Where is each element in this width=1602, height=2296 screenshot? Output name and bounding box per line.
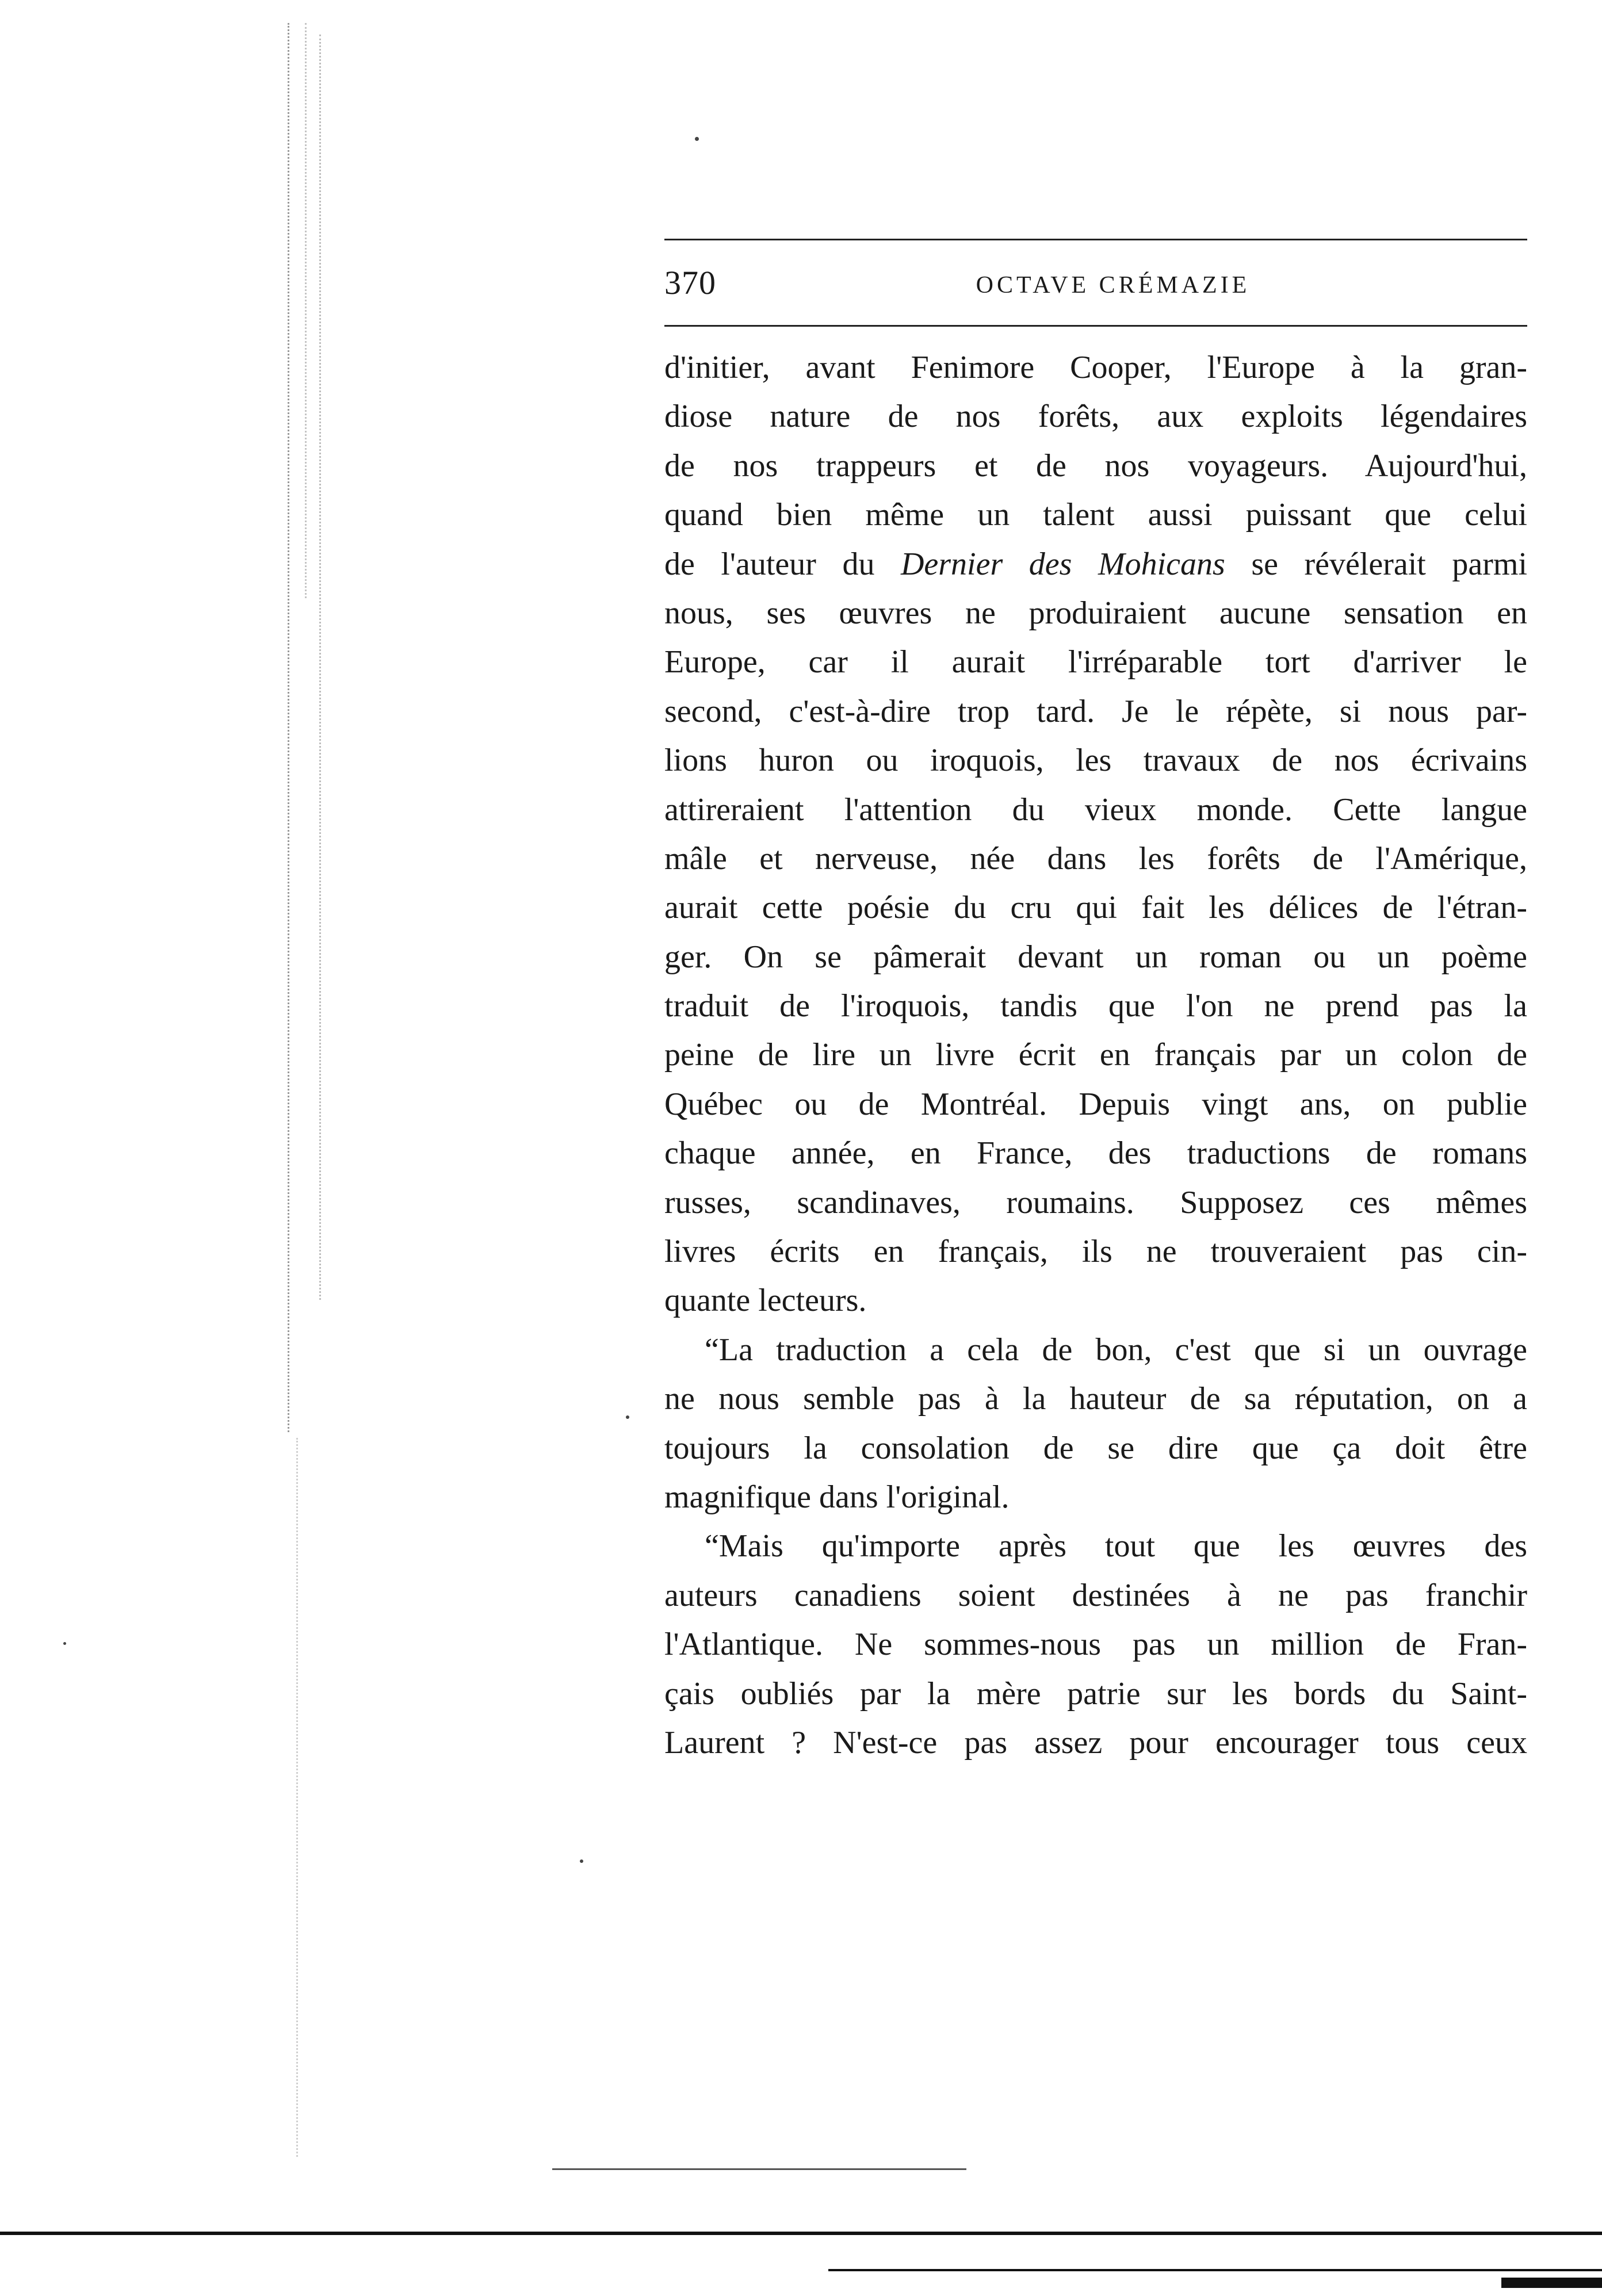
text-line: nous, ses œuvres ne produiraient aucune sensation en: [664, 595, 1527, 631]
text-line: Europe, car il aurait l'irréparable tort d'arriver le: [664, 644, 1527, 680]
page-number: 370: [664, 264, 716, 301]
text-line: auteurs canadiens soient destinées à ne pas franchir: [664, 1577, 1527, 1613]
text-line: traduit de l'iroquois, tandis que l'on ne prend pas la: [664, 988, 1527, 1024]
text-line: magnifique dans l'original.: [664, 1479, 1010, 1515]
text-line: chaque année, en France, des traductions de romans: [664, 1135, 1527, 1172]
scan-footer-rule-short: [552, 2168, 966, 2170]
gutter-shadow-line: [288, 23, 289, 1432]
scan-speck: [580, 1859, 583, 1863]
text-line: lions huron ou iroquois, les travaux de nos écrivains: [664, 743, 1527, 779]
text-line: livres écrits en français, ils ne trouveraient pas cin-: [664, 1234, 1527, 1270]
text-line: second, c'est-à-dire trop tard. Je le répète, si nous par-: [664, 693, 1527, 729]
text-line: de nos trappeurs et de nos voyageurs. Aujourd'hui,: [664, 447, 1527, 484]
italic-book-title: Dernier des Mohicans: [900, 546, 1225, 582]
text-fragment: se révélerait parmi: [1251, 546, 1527, 582]
page-header: [664, 253, 1527, 311]
gutter-shadow-line: [305, 23, 307, 598]
text-line: quand bien même un talent aussi puissant que celui: [664, 497, 1527, 533]
text-line-with-italic-title: [664, 540, 1527, 589]
text-line-paragraph-start: “Mais qu'importe après tout que les œuvres des: [705, 1528, 1527, 1564]
text-line: mâle et nerveuse, née dans les forêts de l'Amérique,: [664, 840, 1527, 877]
scan-footer-rule-right: [828, 2269, 1602, 2271]
text-line: d'initier, avant Fenimore Cooper, l'Europe à la gran-: [664, 350, 1527, 385]
text-line: ger. On se pâmerait devant un roman ou un poème: [664, 939, 1527, 975]
scan-footer-rule: [0, 2232, 1602, 2235]
header-bottom-rule: [664, 325, 1527, 327]
scan-footer-rule-corner: [1501, 2278, 1602, 2288]
text-line: aurait cette poésie du cru qui fait les délices de l'étran-: [664, 890, 1527, 926]
text-line: attireraient l'attention du vieux monde. Cette langue: [664, 791, 1527, 828]
text-line: toujours la consolation de se dire que ça doit être: [664, 1430, 1527, 1466]
text-line: quante lecteurs.: [664, 1283, 867, 1319]
text-line: Laurent ? N'est-ce pas assez pour encourager tous ceux: [664, 1724, 1527, 1761]
text-line: ne nous semble pas à la hauteur de sa réputation, on a: [664, 1381, 1527, 1417]
gutter-shadow-line: [296, 1438, 298, 2157]
body-text: [664, 343, 1527, 1767]
header-top-rule: [664, 239, 1527, 240]
text-fragment: de l'auteur du: [664, 546, 875, 582]
scan-speck: [63, 1642, 66, 1645]
text-line: l'Atlantique. Ne sommes-nous pas un million de Fran-: [664, 1627, 1527, 1663]
text-line: çais oubliés par la mère patrie sur les bords du Saint-: [664, 1675, 1527, 1712]
scan-speck: [626, 1415, 629, 1419]
text-line: Québec ou de Montréal. Depuis vingt ans, on publie: [664, 1086, 1527, 1122]
text-line: diose nature de nos forêts, aux exploits légendaires: [664, 399, 1527, 435]
running-title: OCTAVE CRÉMAZIE: [976, 272, 1251, 299]
text-line-paragraph-start: “La traduction a cela de bon, c'est que si un ouvrage: [705, 1331, 1527, 1368]
text-line: russes, scandinaves, roumains. Supposez ces mêmes: [664, 1184, 1527, 1220]
gutter-shadow-line: [319, 35, 321, 1300]
scan-speck: [695, 137, 699, 141]
text-line: peine de lire un livre écrit en français par un colon de: [664, 1037, 1527, 1073]
